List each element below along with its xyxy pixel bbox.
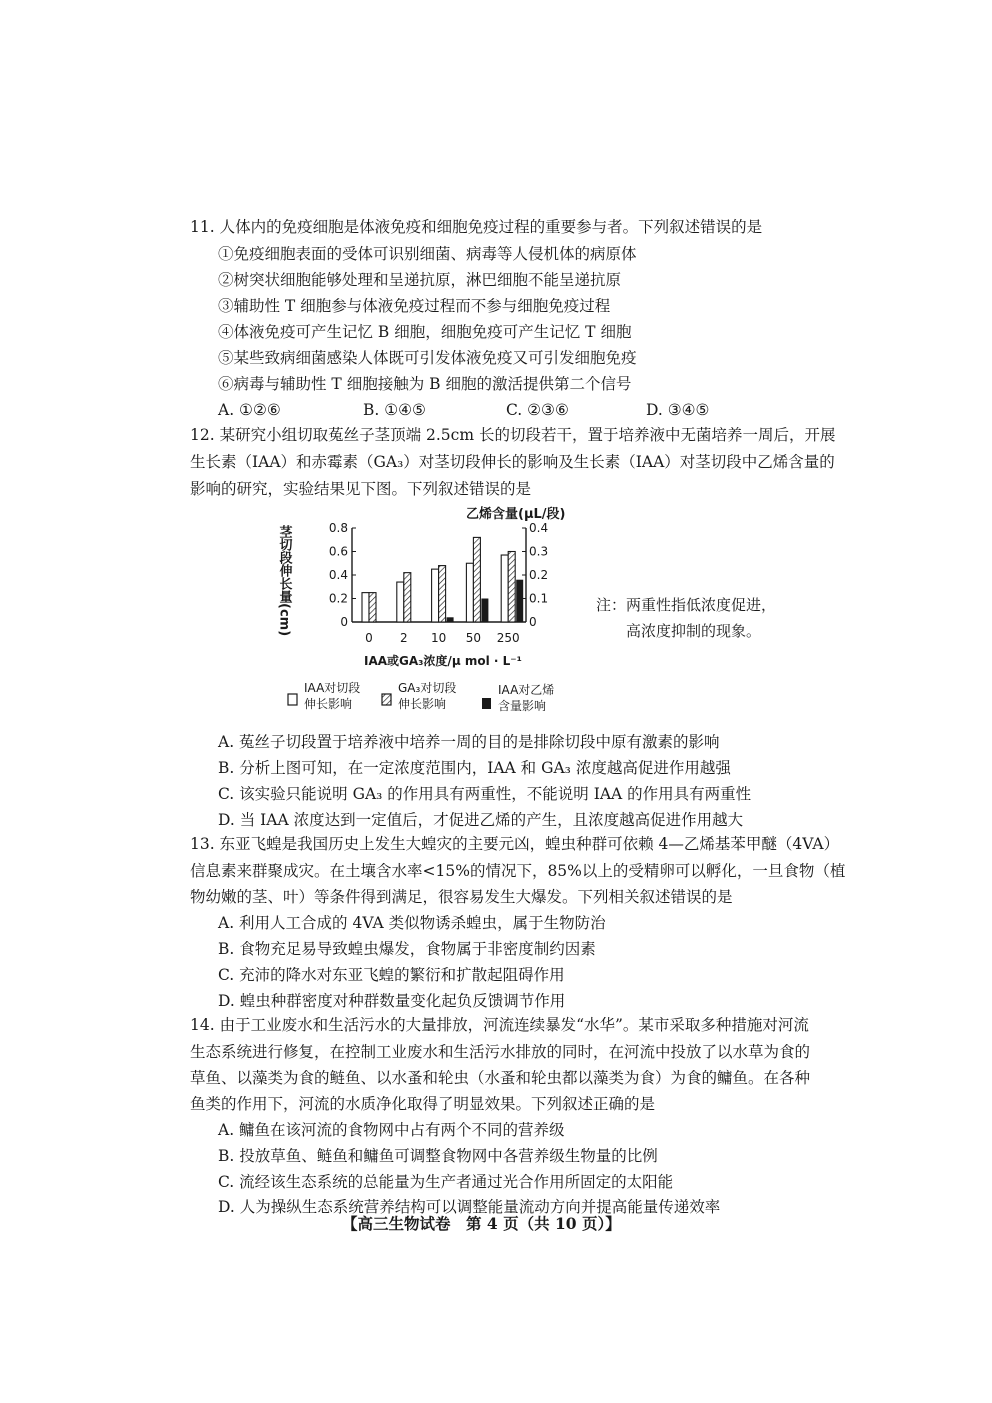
legend-iaa-ethylene-line-2: 含量影响 (498, 699, 547, 713)
y-tick-label-left: 0.6 (328, 544, 348, 559)
bar-iaa-growth (362, 593, 369, 622)
q11-item-6: ⑥病毒与辅助性 T 细胞接触为 B 细胞的激活提供第二个信号 (218, 375, 632, 393)
q11-option-b: B. ①④⑤ (363, 401, 426, 419)
y-tick-label-right: 0.4 (529, 521, 549, 535)
q12-note-line-1: 注：两重性指低浓度促进， (596, 596, 777, 614)
q11-item-2: ②树突状细胞能够处理和呈递抗原，淋巴细胞不能呈递抗原 (218, 271, 622, 289)
y-tick-label-right: 0.3 (529, 544, 549, 559)
q13-option-a: A. 利用人工合成的 4VA 类似物诱杀蝗虫，属于生物防治 (218, 914, 606, 932)
q11-item-3: ③辅助性 T 细胞参与体液免疫过程而不参与细胞免疫过程 (218, 297, 611, 315)
y-tick-label-left: 0.4 (328, 568, 348, 582)
q13-stem-line-1: 13. 东亚飞蝗是我国历史上发生大蝗灾的主要元凶，蝗虫种群可依赖 4—乙烯基苯甲醚（4VA） (190, 835, 840, 853)
page-footer: 【高三生物试卷 第 4 页（共 10 页）】 (342, 1214, 621, 1233)
bar-ga-growth (508, 552, 515, 623)
q14-stem-line-4: 鱼类的作用下，河流的水质净化取得了明显效果。下列叙述正确的是 (190, 1095, 656, 1113)
bar-iaa-ethylene (516, 580, 523, 622)
q12-option-c: C. 该实验只能说明 GA₃ 的作用具有两重性，不能说明 IAA 的作用具有两重性 (218, 785, 752, 803)
q12-stem-line-2: 生长素（IAA）和赤霉素（GA₃）对茎切段伸长的影响及生长素（IAA）对茎切段中乙烯含量的 (190, 453, 835, 471)
q11-item-1: ①免疫细胞表面的受体可识别细菌、病毒等人侵机体的病原体 (218, 245, 637, 263)
q12-option-d: D. 当 IAA 浓度达到一定值后，才促进乙烯的产生，且浓度越高促进作用越大 (218, 811, 744, 829)
y-tick-label-right: 0.2 (529, 568, 549, 582)
bar-iaa-growth (397, 582, 404, 622)
legend-iaa-growth-line-1: IAA对切段 (304, 681, 361, 695)
q11-option-c: C. ②③⑥ (506, 401, 569, 419)
q13-stem-line-3: 物幼嫩的茎、叶）等条件得到满足，很容易发生大爆发。下列相关叙述错误的是 (190, 888, 733, 906)
q14-option-c: C. 流经该生态系统的总能量为生产者通过光合作用所固定的太阳能 (218, 1173, 674, 1191)
x-axis-label: IAA或GA₃浓度/μ mol · L⁻¹ (364, 654, 522, 668)
bar-iaa-growth (501, 555, 508, 622)
legend-iaa-growth-line-2: 伸长影响 (304, 697, 353, 711)
q13-option-d: D. 蝗虫种群密度对种群数量变化起负反馈调节作用 (218, 992, 566, 1010)
bar-ga-growth (404, 573, 411, 622)
x-tick-label: 250 (496, 631, 520, 645)
q13-option-c: C. 充沛的降水对东亚飞蝗的繁衍和扩散起阻碍作用 (218, 966, 565, 984)
q14-stem-line-2: 生态系统进行修复，在控制工业废水和生活污水排放的同时，在河流中投放了以水草为食的 (190, 1043, 811, 1061)
legend-ga-growth-line-2: 伸长影响 (398, 697, 447, 711)
q14-option-b: B. 投放草鱼、鲢鱼和鳙鱼可调整食物网中各营养级生物量的比例 (218, 1147, 658, 1165)
y-axis-label-right: 乙烯含量(μL/段) (466, 507, 566, 522)
legend-swatch-ga-growth (382, 694, 391, 705)
y-tick-label-left: 0.2 (328, 591, 348, 606)
q12-stem-line-3: 影响的研究，实验结果见下图。下列叙述错误的是 (190, 480, 532, 498)
q12-stem-line-1: 12. 某研究小组切取菟丝子茎顶端 2.5cm 长的切段若干，置于培养液中无菌培养一周后，开展 (190, 426, 836, 444)
q12-option-a: A. 菟丝子切段置于培养液中培养一周的目的是排除切段中原有激素的影响 (218, 733, 720, 751)
legend-ga-growth-line-1: GA₃对切段 (398, 681, 457, 695)
q11-stem: 11. 人体内的免疫细胞是体液免疫和细胞免疫过程的重要参与者。下列叙述错误的是 (190, 218, 763, 236)
x-tick-label: 50 (465, 631, 482, 645)
q14-option-a: A. 鳙鱼在该河流的食物网中占有两个不同的营养级 (218, 1121, 565, 1139)
legend-swatch-iaa-ethylene (482, 698, 491, 709)
x-tick-label: 10 (430, 631, 447, 645)
y-tick-label-left: 0.8 (328, 521, 348, 535)
legend-swatch-iaa-growth (288, 694, 297, 705)
bar-ga-growth (369, 593, 376, 622)
q14-stem-line-3: 草鱼、以藻类为食的鲢鱼、以水蚤和轮虫（水蚤和轮虫都以藻类为食）为食的鳙鱼。在各种 (190, 1069, 811, 1087)
q13-option-b: B. 食物充足易导致蝗虫爆发，食物属于非密度制约因素 (218, 940, 596, 958)
bar-ga-growth (473, 537, 480, 622)
q12-note-line-2: 高浓度抑制的现象。 (626, 622, 762, 640)
bar-iaa-ethylene (481, 599, 488, 623)
y-tick-label-right: 0 (529, 615, 537, 629)
bar-ga-growth (439, 566, 446, 622)
q11-option-d: D. ③④⑤ (646, 401, 710, 419)
q11-option-a: A. ①②⑥ (218, 401, 281, 419)
x-tick-label: 0 (365, 631, 373, 645)
bar-iaa-ethylene (447, 617, 454, 622)
legend-iaa-ethylene-line-1: IAA对乙烯 (498, 683, 555, 697)
q14-stem-line-1: 14. 由于工业废水和生活污水的大量排放，河流连续暴发“水华”。某市采取多种措施对河流 (190, 1016, 809, 1034)
y-tick-label-right: 0.1 (529, 591, 549, 606)
q11-item-5: ⑤某些致病细菌感染人体既可引发体液免疫又可引发细胞免疫 (218, 349, 637, 367)
q11-item-4: ④体液免疫可产生记忆 B 细胞，细胞免疫可产生记忆 T 细胞 (218, 323, 632, 341)
bar-iaa-growth (466, 563, 473, 622)
bar-iaa-growth (432, 569, 439, 622)
q13-stem-line-2: 信息素来群聚成灾。在土壤含水率<15%的情况下，85%以上的受精卵可以孵化，一旦食物（植 (190, 862, 846, 880)
x-tick-label: 2 (399, 631, 408, 645)
q12-option-b: B. 分析上图可知，在一定浓度范围内，IAA 和 GA₃ 浓度越高促进作用越强 (218, 759, 731, 777)
chart-legend (286, 680, 586, 722)
y-axis-label-left: 茎切段伸长量(cm) (276, 525, 292, 637)
q14-option-d: D. 人为操纵生态系统营养结构可以调整能量流动方向并提高能量传递效率 (218, 1198, 721, 1216)
y-tick-label-left: 0 (340, 615, 348, 629)
